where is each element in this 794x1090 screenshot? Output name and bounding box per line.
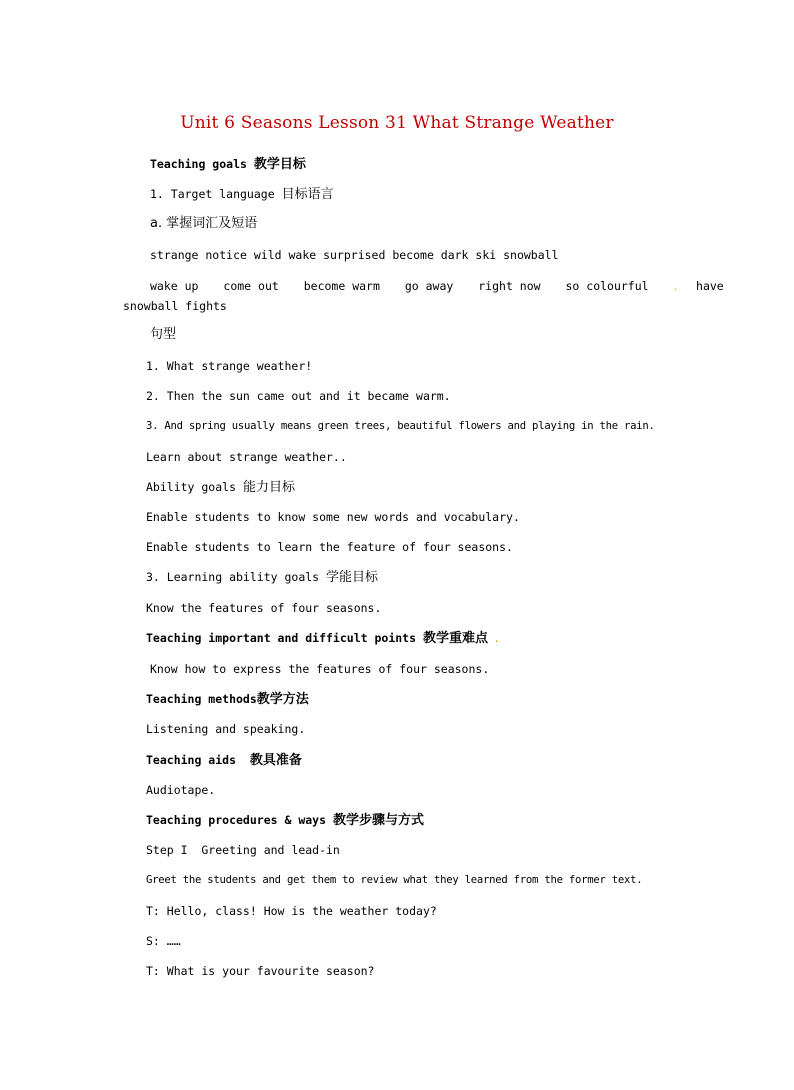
learning-ability-cn: 学能目标 (326, 570, 379, 585)
methods-cn: 教学方法 (256, 692, 309, 707)
sentence-item: 2. Then the sun came out and it became warm. (146, 389, 451, 403)
vocab-heading: a. 掌握词汇及短语 (150, 216, 258, 231)
dialogue-line: S: …… (146, 934, 181, 948)
aids-en: Teaching aids (146, 753, 237, 767)
procedures-cn: 教学步骤与方式 (332, 813, 424, 828)
listening: Listening and speaking. (146, 722, 306, 736)
aids-cn: 教具准备 (249, 753, 302, 768)
target-language-heading (150, 186, 334, 203)
teaching-goals-en: Teaching goals (150, 157, 247, 171)
phrase-item: so colourful (565, 279, 649, 293)
phrase-item: become warm (303, 279, 380, 293)
phrase-continuation: snowball fights (123, 299, 227, 313)
vocab-words: strange notice wild wake surprised become dark ski snowball (150, 248, 559, 262)
document-title: Unit 6 Seasons Lesson 31 What Strange Weather (180, 113, 614, 133)
target-language-en: 1. Target language (150, 187, 275, 201)
important-points-heading (146, 630, 503, 648)
teaching-goals-heading (150, 156, 306, 173)
phrase-item: right now (478, 279, 541, 293)
procedures-heading (146, 812, 424, 829)
phrase-item: wake up (150, 279, 199, 293)
audiotape: Audiotape. (146, 783, 216, 797)
bullet-mark: . (672, 283, 679, 293)
important-points-cn: 教学重难点 (422, 631, 488, 646)
learning-ability-en: 3. Learning ability goals (146, 570, 320, 584)
teaching-goals-cn: 教学目标 (253, 157, 306, 172)
dialogue-line: T: Hello, class! How is the weather today? (146, 904, 437, 918)
dialogue-line: T: What is your favourite season? (146, 964, 375, 978)
phrase-tail: have (696, 279, 724, 293)
sentence-item: 1. What strange weather! (146, 359, 313, 373)
step-heading: Step I Greeting and lead-in (146, 843, 340, 857)
methods-heading (146, 691, 309, 708)
sentence-item: 3. And spring usually means green trees, beautiful flowers and playing in the rain. (146, 420, 655, 432)
aids-heading (146, 752, 302, 769)
ability-goals-cn: 能力目标 (242, 480, 295, 495)
sentence-heading: 句型 (150, 327, 177, 342)
phrase-list (150, 278, 724, 296)
methods-en: Teaching methods (146, 692, 257, 706)
learn-about: Learn about strange weather.. (146, 450, 347, 464)
learning-ability-heading (146, 569, 378, 586)
ability-goals-en: Ability goals (146, 480, 237, 494)
important-points-en: Teaching important and difficult points (146, 631, 417, 645)
procedures-en: Teaching procedures & ways (146, 813, 327, 827)
know-how: Know how to express the features of four seasons. (150, 662, 490, 676)
enable-line: Enable students to know some new words and vocabulary. (146, 510, 520, 524)
bullet-mark: . (493, 635, 500, 645)
target-language-cn: 目标语言 (281, 187, 334, 202)
ability-goals-heading (146, 479, 295, 496)
enable-line: Enable students to learn the feature of four seasons. (146, 540, 513, 554)
greet-line: Greet the students and get them to review what they learned from the former text. (146, 874, 643, 886)
phrase-item: go away (404, 279, 454, 293)
phrase-item: come out (223, 279, 279, 293)
know-features: Know the features of four seasons. (146, 601, 382, 615)
